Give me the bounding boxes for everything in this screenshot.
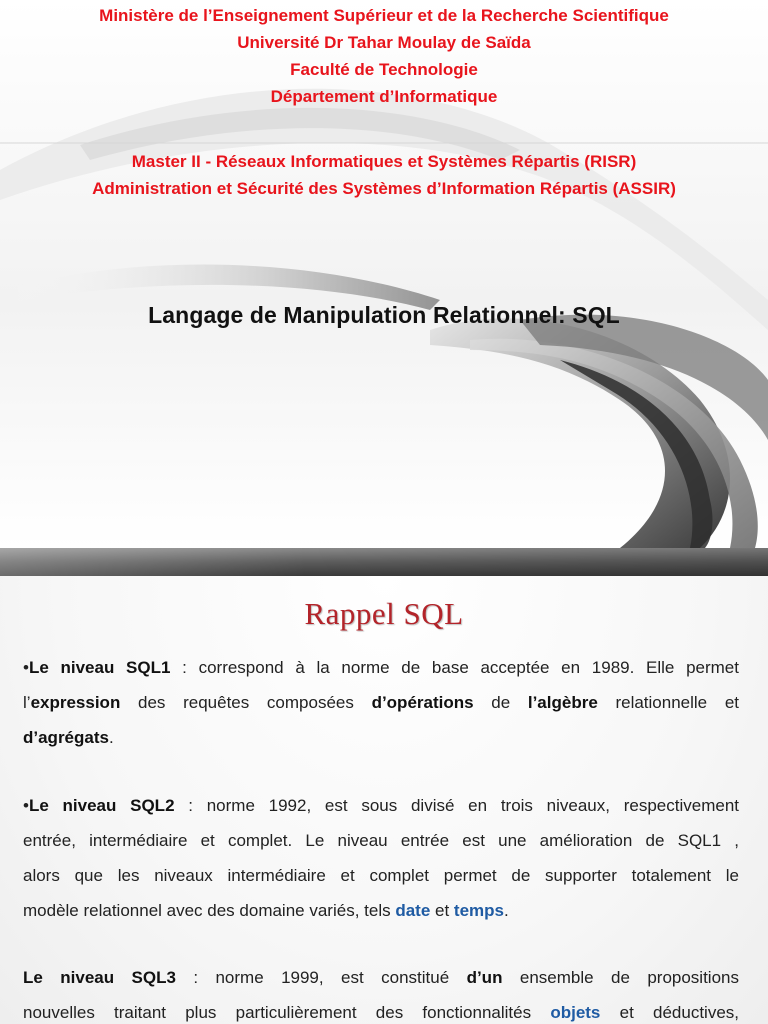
slide-title: Rappel SQL [304, 596, 464, 631]
course-title: Langage de Manipulation Relationnel: SQL [148, 302, 620, 328]
text-fragment: et [430, 901, 454, 920]
paragraph-sql2 [23, 788, 739, 928]
p3-line-2 [23, 995, 739, 1024]
bullet: • [23, 796, 29, 815]
text-fragment: des requêtes composées [120, 693, 372, 712]
text-fragment: nouvelles traitant plus particulièrement des fonctionnalités [23, 1003, 551, 1022]
keyword: d’agrégats [23, 728, 109, 747]
sql2-label: Le niveau SQL2 [28, 796, 175, 815]
text-fragment: et déductives, [600, 1003, 739, 1022]
content-slide [0, 576, 768, 1024]
text-fragment: relationnelle et [597, 693, 739, 712]
text-fragment: . [504, 901, 509, 920]
keyword-objets: objets [550, 1003, 601, 1022]
text-fragment: . [108, 728, 114, 747]
p3-line-1 [23, 960, 739, 995]
p2-line-2: entrée, intermédiaire et complet. Le niveau entrée est une amélioration de SQL1 , [23, 831, 739, 850]
text-fragment: l’ [23, 693, 31, 712]
sql3-label: Le niveau SQL3 [23, 968, 176, 987]
text-fragment: de [473, 693, 528, 712]
keyword: expression [30, 693, 121, 712]
text-fragment: : norme 1992, est sous divisé en trois niveaux, respectivement [174, 796, 739, 815]
p2-line-1 [23, 788, 739, 823]
ministry-line: Ministère de l’Enseignement Supérieur et de la Recherche Scientifique [99, 6, 669, 25]
p1-text: : correspond à la norme de base acceptée en 1989. Elle permet [170, 658, 739, 677]
university-line: Université Dr Tahar Moulay de Saïda [237, 33, 531, 52]
paragraph-sql3 [23, 960, 739, 1024]
faculty-line: Faculté de Technologie [290, 60, 478, 79]
institution-header [0, 2, 768, 110]
sql1-label: Le niveau SQL1 [28, 658, 171, 677]
p2-line-4 [23, 893, 739, 928]
master-line: Master II - Réseaux Informatiques et Systèmes Répartis (RISR) [131, 152, 637, 171]
text-fragment: modèle relationnel avec des domaine variés, tels [23, 901, 396, 920]
paragraph-sql1 [23, 650, 739, 755]
text-fragment: : norme 1999, est constitué [175, 968, 467, 987]
p1-line-2 [23, 685, 739, 720]
p1-line-3 [23, 720, 739, 755]
p1-line-1 [23, 650, 739, 685]
text-fragment: ensemble de propositions [502, 968, 739, 987]
keyword-temps: temps [453, 901, 504, 920]
program-info [0, 148, 768, 202]
bullet: • [23, 658, 29, 677]
slide-separator-shine [0, 548, 768, 576]
keyword: d’un [466, 968, 503, 987]
keyword-date: date [395, 901, 431, 920]
department-line: Département d’Informatique [270, 87, 498, 106]
keyword: l’algèbre [527, 693, 598, 712]
speciality-line: Administration et Sécurité des Systèmes d’Information Répartis (ASSIR) [92, 179, 676, 198]
p2-line-3: alors que les niveaux intermédiaire et complet permet de supporter totalement le [23, 866, 739, 885]
keyword: d’opérations [371, 693, 474, 712]
